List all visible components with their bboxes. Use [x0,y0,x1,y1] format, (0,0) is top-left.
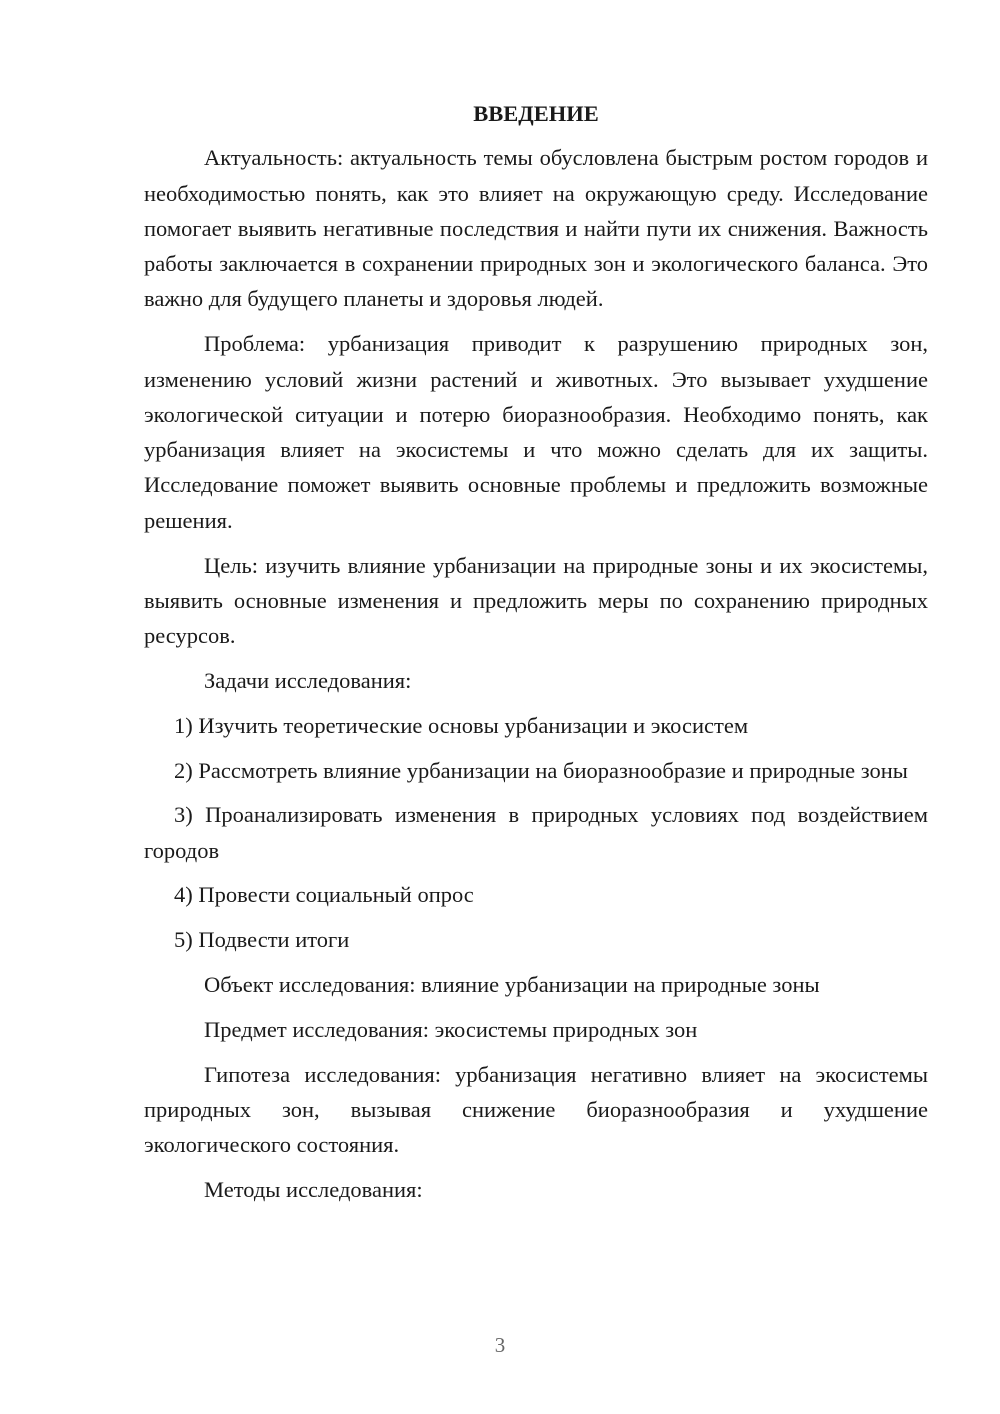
section-heading: ВВЕДЕНИЕ [473,101,599,126]
hypothesis-paragraph: Гипотеза исследования: урбанизация негативно влияет на экосистемы природных зон, вызывая снижение биоразнообразия и ухудшение экологического состояния. [144,1061,928,1158]
task-item-4: 4) Провести социальный опрос [174,882,474,908]
relevance-paragraph: Актуальность: актуальность темы обусловлена быстрым ростом городов и необходимостью понять, как это влияет на окружающую среду. Исследование помогает выявить негативные последствия и найти пути их снижения. Важность работы заключается в сохранении природных зон и экологического баланса. Это важно для будущего планеты и здоровья людей. [144,145,928,312]
page-content [144,96,928,1217]
task-item-3: 3) Проанализировать изменения в природных условиях под воздействием городов [144,802,928,863]
task-item-2: 2) Рассмотреть влияние урбанизации на биоразнообразие и природные зоны [174,757,908,783]
task-item-1: 1) Изучить теоретические основы урбанизации и экосистем [174,712,749,738]
object-paragraph: Объект исследования: влияние урбанизации на природные зоны [204,972,820,998]
subject-paragraph: Предмет исследования: экосистемы природных зон [204,1016,698,1042]
methods-title: Методы исследования: [204,1177,423,1203]
task-item-5: 5) Подвести итоги [174,927,350,953]
problem-paragraph: Проблема: урбанизация приводит к разрушению природных зон, изменению условий жизни растений и животных. Это вызывает ухудшение экологической ситуации и потерю биоразнообразия. Необходимо понять, как урбанизация влияет на экосистемы и что можно сделать для их защиты. Исследование поможет выявить основные проблемы и предложить возможные решения. [144,331,928,533]
page-number: 3 [494,1333,506,1357]
goal-paragraph: Цель: изучить влияние урбанизации на природные зоны и их экосистемы, выявить основные изменения и предложить меры по сохранению природных ресурсов. [144,552,928,649]
tasks-title: Задачи исследования: [204,667,412,693]
